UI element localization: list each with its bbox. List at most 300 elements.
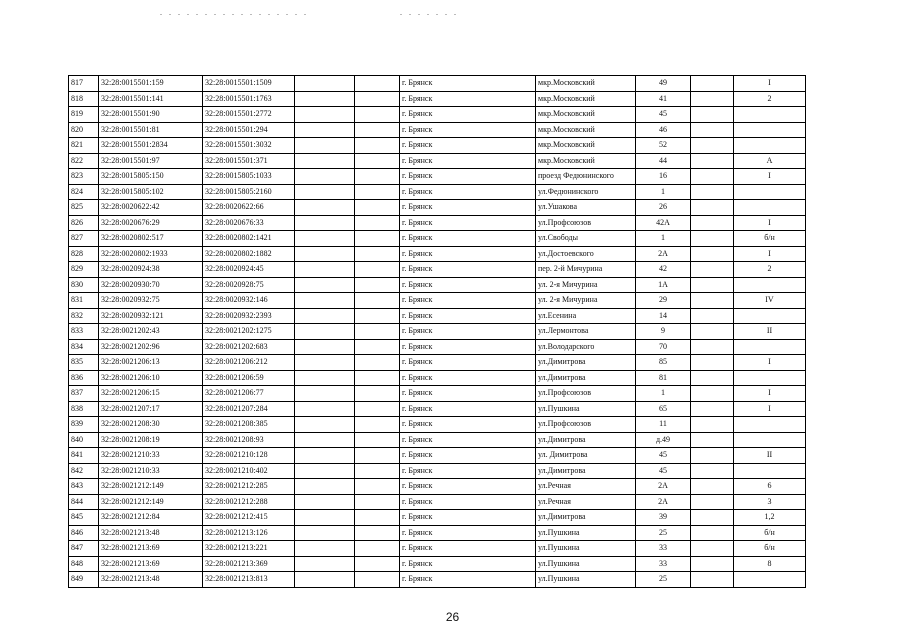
building-cell: 2	[734, 91, 806, 107]
row-number-cell: 817	[69, 76, 99, 92]
page-number: 26	[445, 610, 460, 624]
empty-cell	[355, 401, 400, 417]
empty-cell	[295, 262, 355, 278]
empty-cell	[295, 386, 355, 402]
building-cell: I	[734, 215, 806, 231]
building-cell	[734, 200, 806, 216]
object-cadastral-number-cell: 32:28:0015501:1763	[203, 91, 295, 107]
building-cell: 3	[734, 494, 806, 510]
row-number-cell: 826	[69, 215, 99, 231]
empty-cell	[691, 339, 734, 355]
street-cell: ул.Димитрова	[536, 355, 636, 371]
table-row	[69, 169, 806, 185]
empty-cell	[355, 370, 400, 386]
object-cadastral-number-cell: 32:28:0015501:2772	[203, 107, 295, 123]
empty-cell	[295, 401, 355, 417]
empty-cell	[691, 76, 734, 92]
object-cadastral-number-cell: 32:28:0021206:59	[203, 370, 295, 386]
empty-cell	[355, 246, 400, 262]
city-cell: г. Брянск	[400, 246, 536, 262]
table-row	[69, 432, 806, 448]
empty-cell	[691, 448, 734, 464]
empty-cell	[691, 417, 734, 433]
table-row	[69, 324, 806, 340]
empty-cell	[355, 417, 400, 433]
cadastral-number-cell: 32:28:0021213:69	[99, 556, 203, 572]
row-number-cell: 846	[69, 525, 99, 541]
object-cadastral-number-cell: 32:28:0020802:1421	[203, 231, 295, 247]
house-number-cell: 41	[636, 91, 691, 107]
empty-cell	[691, 432, 734, 448]
empty-cell	[355, 215, 400, 231]
table-row	[69, 262, 806, 278]
city-cell: г. Брянск	[400, 572, 536, 588]
building-cell: I	[734, 76, 806, 92]
street-cell: мкр.Московский	[536, 76, 636, 92]
table-row	[69, 463, 806, 479]
empty-cell	[295, 138, 355, 154]
empty-cell	[295, 215, 355, 231]
empty-cell	[691, 215, 734, 231]
row-number-cell: 828	[69, 246, 99, 262]
street-cell: ул.Димитрова	[536, 463, 636, 479]
empty-cell	[295, 184, 355, 200]
empty-cell	[691, 572, 734, 588]
empty-cell	[295, 556, 355, 572]
empty-cell	[295, 339, 355, 355]
house-number-cell: 49	[636, 76, 691, 92]
street-cell: ул.Федюнинского	[536, 184, 636, 200]
street-cell: ул. 2-я Мичурина	[536, 293, 636, 309]
empty-cell	[355, 448, 400, 464]
empty-cell	[691, 541, 734, 557]
building-cell: 1,2	[734, 510, 806, 526]
building-cell	[734, 572, 806, 588]
house-number-cell: 42	[636, 262, 691, 278]
object-cadastral-number-cell: 32:28:0021206:77	[203, 386, 295, 402]
street-cell: мкр.Московский	[536, 107, 636, 123]
row-number-cell: 818	[69, 91, 99, 107]
empty-cell	[355, 76, 400, 92]
row-number-cell: 848	[69, 556, 99, 572]
city-cell: г. Брянск	[400, 448, 536, 464]
city-cell: г. Брянск	[400, 184, 536, 200]
table-body	[69, 76, 806, 588]
building-cell: б/н	[734, 231, 806, 247]
empty-cell	[295, 122, 355, 138]
house-number-cell: 26	[636, 200, 691, 216]
street-cell: ул. 2-я Мичурина	[536, 277, 636, 293]
property-register-table	[68, 75, 806, 588]
empty-cell	[295, 153, 355, 169]
street-cell: ул.Володарского	[536, 339, 636, 355]
cadastral-number-cell: 32:28:0015501:97	[99, 153, 203, 169]
house-number-cell: 25	[636, 572, 691, 588]
house-number-cell: 1А	[636, 277, 691, 293]
city-cell: г. Брянск	[400, 153, 536, 169]
table-row	[69, 494, 806, 510]
empty-cell	[355, 324, 400, 340]
empty-cell	[295, 510, 355, 526]
row-number-cell: 834	[69, 339, 99, 355]
empty-cell	[355, 355, 400, 371]
empty-cell	[295, 277, 355, 293]
house-number-cell: 39	[636, 510, 691, 526]
empty-cell	[691, 122, 734, 138]
building-cell: А	[734, 153, 806, 169]
object-cadastral-number-cell: 32:28:0020622:66	[203, 200, 295, 216]
building-cell: II	[734, 324, 806, 340]
street-cell: ул.Речная	[536, 479, 636, 495]
house-number-cell: 2А	[636, 479, 691, 495]
table-row	[69, 122, 806, 138]
city-cell: г. Брянск	[400, 231, 536, 247]
street-cell: ул.Димитрова	[536, 370, 636, 386]
house-number-cell: 16	[636, 169, 691, 185]
empty-cell	[691, 370, 734, 386]
empty-cell	[355, 169, 400, 185]
object-cadastral-number-cell: 32:28:0021202:683	[203, 339, 295, 355]
street-cell: проезд Федюнинского	[536, 169, 636, 185]
street-cell: ул.Пушкина	[536, 541, 636, 557]
table-row	[69, 76, 806, 92]
empty-cell	[691, 184, 734, 200]
street-cell: ул.Профсоюзов	[536, 215, 636, 231]
house-number-cell: 14	[636, 308, 691, 324]
city-cell: г. Брянск	[400, 339, 536, 355]
city-cell: г. Брянск	[400, 169, 536, 185]
building-cell	[734, 122, 806, 138]
table-row	[69, 355, 806, 371]
street-cell: пер. 2-й Мичурина	[536, 262, 636, 278]
city-cell: г. Брянск	[400, 308, 536, 324]
empty-cell	[295, 355, 355, 371]
object-cadastral-number-cell: 32:28:0021213:221	[203, 541, 295, 557]
row-number-cell: 824	[69, 184, 99, 200]
table-row	[69, 215, 806, 231]
house-number-cell: 25	[636, 525, 691, 541]
cadastral-number-cell: 32:28:0021206:10	[99, 370, 203, 386]
object-cadastral-number-cell: 32:28:0015501:3032	[203, 138, 295, 154]
cadastral-number-cell: 32:28:0021212:149	[99, 494, 203, 510]
empty-cell	[295, 370, 355, 386]
city-cell: г. Брянск	[400, 556, 536, 572]
building-cell: б/н	[734, 541, 806, 557]
table-row	[69, 293, 806, 309]
table-row	[69, 339, 806, 355]
row-number-cell: 838	[69, 401, 99, 417]
city-cell: г. Брянск	[400, 107, 536, 123]
cadastral-number-cell: 32:28:0020802:517	[99, 231, 203, 247]
empty-cell	[691, 308, 734, 324]
object-cadastral-number-cell: 32:28:0021213:813	[203, 572, 295, 588]
building-cell: I	[734, 169, 806, 185]
empty-cell	[355, 525, 400, 541]
table-row	[69, 200, 806, 216]
row-number-cell: 822	[69, 153, 99, 169]
building-cell: II	[734, 448, 806, 464]
empty-cell	[295, 417, 355, 433]
street-cell: мкр.Московский	[536, 91, 636, 107]
row-number-cell: 820	[69, 122, 99, 138]
empty-cell	[355, 277, 400, 293]
row-number-cell: 829	[69, 262, 99, 278]
row-number-cell: 839	[69, 417, 99, 433]
empty-cell	[355, 107, 400, 123]
house-number-cell: 46	[636, 122, 691, 138]
cadastral-number-cell: 32:28:0021208:19	[99, 432, 203, 448]
empty-cell	[691, 525, 734, 541]
street-cell: ул. Димитрова	[536, 448, 636, 464]
empty-cell	[295, 479, 355, 495]
building-cell: I	[734, 386, 806, 402]
building-cell	[734, 463, 806, 479]
city-cell: г. Брянск	[400, 541, 536, 557]
city-cell: г. Брянск	[400, 417, 536, 433]
building-cell	[734, 138, 806, 154]
empty-cell	[691, 138, 734, 154]
house-number-cell: 9	[636, 324, 691, 340]
row-number-cell: 847	[69, 541, 99, 557]
table-row	[69, 91, 806, 107]
empty-cell	[691, 556, 734, 572]
city-cell: г. Брянск	[400, 463, 536, 479]
empty-cell	[691, 169, 734, 185]
street-cell: мкр.Московский	[536, 153, 636, 169]
cadastral-number-cell: 32:28:0021202:43	[99, 324, 203, 340]
object-cadastral-number-cell: 32:28:0021208:93	[203, 432, 295, 448]
object-cadastral-number-cell: 32:28:0015805:2160	[203, 184, 295, 200]
cadastral-number-cell: 32:28:0021206:15	[99, 386, 203, 402]
cadastral-number-cell: 32:28:0020930:70	[99, 277, 203, 293]
empty-cell	[355, 479, 400, 495]
city-cell: г. Брянск	[400, 277, 536, 293]
city-cell: г. Брянск	[400, 370, 536, 386]
empty-cell	[691, 153, 734, 169]
city-cell: г. Брянск	[400, 262, 536, 278]
house-number-cell: 81	[636, 370, 691, 386]
empty-cell	[295, 91, 355, 107]
building-cell: IV	[734, 293, 806, 309]
cadastral-number-cell: 32:28:0015501:81	[99, 122, 203, 138]
cadastral-number-cell: 32:28:0021207:17	[99, 401, 203, 417]
empty-cell	[295, 432, 355, 448]
building-cell	[734, 184, 806, 200]
row-number-cell: 844	[69, 494, 99, 510]
empty-cell	[691, 479, 734, 495]
cadastral-number-cell: 32:28:0015501:159	[99, 76, 203, 92]
street-cell: ул.Свободы	[536, 231, 636, 247]
building-cell: I	[734, 355, 806, 371]
object-cadastral-number-cell: 32:28:0015501:1509	[203, 76, 295, 92]
table-row	[69, 417, 806, 433]
empty-cell	[355, 293, 400, 309]
object-cadastral-number-cell: 32:28:0015501:371	[203, 153, 295, 169]
table-row	[69, 525, 806, 541]
street-cell: ул.Ушакова	[536, 200, 636, 216]
city-cell: г. Брянск	[400, 510, 536, 526]
building-cell: 6	[734, 479, 806, 495]
empty-cell	[691, 355, 734, 371]
house-number-cell: 11	[636, 417, 691, 433]
city-cell: г. Брянск	[400, 200, 536, 216]
table-row	[69, 479, 806, 495]
house-number-cell: 33	[636, 556, 691, 572]
street-cell: мкр.Московский	[536, 122, 636, 138]
object-cadastral-number-cell: 32:28:0020802:1882	[203, 246, 295, 262]
empty-cell	[355, 122, 400, 138]
object-cadastral-number-cell: 32:28:0020676:33	[203, 215, 295, 231]
object-cadastral-number-cell: 32:28:0021207:284	[203, 401, 295, 417]
empty-cell	[295, 76, 355, 92]
street-cell: ул.Достоевского	[536, 246, 636, 262]
cadastral-number-cell: 32:28:0015501:90	[99, 107, 203, 123]
building-cell	[734, 417, 806, 433]
house-number-cell: 1	[636, 231, 691, 247]
empty-cell	[295, 231, 355, 247]
row-number-cell: 841	[69, 448, 99, 464]
empty-cell	[295, 324, 355, 340]
street-cell: ул.Лермонтова	[536, 324, 636, 340]
house-number-cell: 29	[636, 293, 691, 309]
object-cadastral-number-cell: 32:28:0021202:1275	[203, 324, 295, 340]
empty-cell	[355, 541, 400, 557]
building-cell: 2	[734, 262, 806, 278]
city-cell: г. Брянск	[400, 215, 536, 231]
empty-cell	[355, 556, 400, 572]
cadastral-number-cell: 32:28:0021212:149	[99, 479, 203, 495]
house-number-cell: 70	[636, 339, 691, 355]
table-row	[69, 246, 806, 262]
empty-cell	[355, 308, 400, 324]
empty-cell	[691, 510, 734, 526]
empty-cell	[691, 401, 734, 417]
row-number-cell: 845	[69, 510, 99, 526]
empty-cell	[691, 262, 734, 278]
cadastral-number-cell: 32:28:0015805:150	[99, 169, 203, 185]
table-row	[69, 308, 806, 324]
table-row	[69, 386, 806, 402]
row-number-cell: 832	[69, 308, 99, 324]
table-row	[69, 138, 806, 154]
object-cadastral-number-cell: 32:28:0020924:45	[203, 262, 295, 278]
cadastral-number-cell: 32:28:0021210:33	[99, 448, 203, 464]
building-cell	[734, 107, 806, 123]
row-number-cell: 840	[69, 432, 99, 448]
row-number-cell: 823	[69, 169, 99, 185]
cadastral-number-cell: 32:28:0020932:121	[99, 308, 203, 324]
empty-cell	[355, 91, 400, 107]
empty-cell	[295, 463, 355, 479]
empty-cell	[691, 200, 734, 216]
empty-cell	[295, 494, 355, 510]
building-cell	[734, 432, 806, 448]
city-cell: г. Брянск	[400, 494, 536, 510]
object-cadastral-number-cell: 32:28:0021212:415	[203, 510, 295, 526]
street-cell: ул.Пушкина	[536, 572, 636, 588]
object-cadastral-number-cell: 32:28:0020928:75	[203, 277, 295, 293]
street-cell: ул.Димитрова	[536, 432, 636, 448]
city-cell: г. Брянск	[400, 76, 536, 92]
street-cell: ул.Пушкина	[536, 525, 636, 541]
empty-cell	[295, 525, 355, 541]
house-number-cell: 1	[636, 386, 691, 402]
empty-cell	[691, 494, 734, 510]
empty-cell	[355, 231, 400, 247]
house-number-cell: 85	[636, 355, 691, 371]
empty-cell	[295, 308, 355, 324]
row-number-cell: 833	[69, 324, 99, 340]
city-cell: г. Брянск	[400, 91, 536, 107]
empty-cell	[691, 386, 734, 402]
row-number-cell: 849	[69, 572, 99, 588]
city-cell: г. Брянск	[400, 324, 536, 340]
object-cadastral-number-cell: 32:28:0021212:285	[203, 479, 295, 495]
empty-cell	[691, 107, 734, 123]
row-number-cell: 836	[69, 370, 99, 386]
house-number-cell: 45	[636, 463, 691, 479]
object-cadastral-number-cell: 32:28:0020932:146	[203, 293, 295, 309]
empty-cell	[295, 246, 355, 262]
building-cell: 8	[734, 556, 806, 572]
empty-cell	[691, 324, 734, 340]
row-number-cell: 825	[69, 200, 99, 216]
table-row	[69, 153, 806, 169]
empty-cell	[691, 463, 734, 479]
street-cell: ул.Пушкина	[536, 556, 636, 572]
house-number-cell: 42А	[636, 215, 691, 231]
row-number-cell: 821	[69, 138, 99, 154]
empty-cell	[355, 200, 400, 216]
building-cell: I	[734, 401, 806, 417]
house-number-cell: 2А	[636, 246, 691, 262]
street-cell: ул.Димитрова	[536, 510, 636, 526]
empty-cell	[355, 153, 400, 169]
scan-artifact	[160, 14, 310, 15]
empty-cell	[295, 169, 355, 185]
row-number-cell: 827	[69, 231, 99, 247]
object-cadastral-number-cell: 32:28:0021213:369	[203, 556, 295, 572]
empty-cell	[355, 572, 400, 588]
table-row	[69, 370, 806, 386]
empty-cell	[691, 293, 734, 309]
cadastral-number-cell: 32:28:0021202:96	[99, 339, 203, 355]
house-number-cell: 44	[636, 153, 691, 169]
city-cell: г. Брянск	[400, 479, 536, 495]
table-row	[69, 107, 806, 123]
cadastral-number-cell: 32:28:0021210:33	[99, 463, 203, 479]
cadastral-number-cell: 32:28:0021212:84	[99, 510, 203, 526]
table-row	[69, 572, 806, 588]
empty-cell	[691, 231, 734, 247]
city-cell: г. Брянск	[400, 138, 536, 154]
empty-cell	[295, 293, 355, 309]
empty-cell	[295, 572, 355, 588]
street-cell: ул.Речная	[536, 494, 636, 510]
house-number-cell: 65	[636, 401, 691, 417]
object-cadastral-number-cell: 32:28:0021210:128	[203, 448, 295, 464]
row-number-cell: 843	[69, 479, 99, 495]
scan-artifact	[400, 14, 460, 15]
city-cell: г. Брянск	[400, 525, 536, 541]
house-number-cell: д.49	[636, 432, 691, 448]
street-cell: мкр.Московский	[536, 138, 636, 154]
empty-cell	[355, 138, 400, 154]
house-number-cell: 45	[636, 448, 691, 464]
row-number-cell: 837	[69, 386, 99, 402]
row-number-cell: 831	[69, 293, 99, 309]
empty-cell	[355, 339, 400, 355]
